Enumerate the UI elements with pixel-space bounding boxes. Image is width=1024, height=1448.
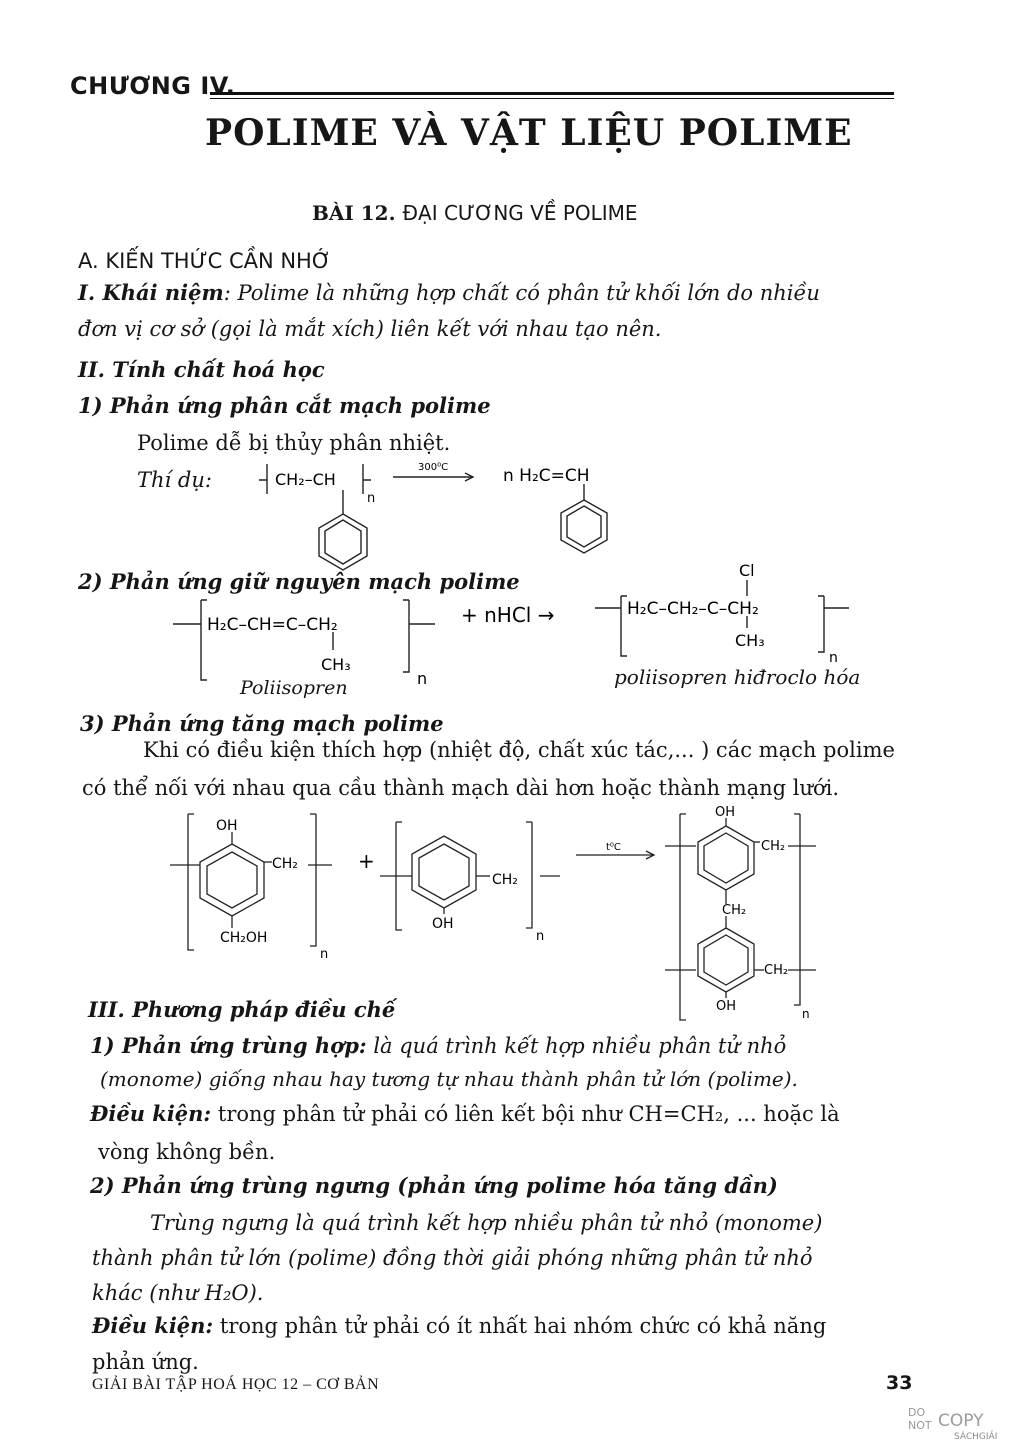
methods-heading: III. Phương pháp điều chế — [88, 997, 396, 1022]
method-2-cond-2: phản ứng. — [92, 1350, 199, 1374]
r2-reactant-name: Poliisopren — [240, 677, 348, 699]
footer-book-title: GIẢI BÀI TẬP HOÁ HỌC 12 – CƠ BẢN — [92, 1376, 380, 1393]
do-not-copy-watermark — [906, 1402, 1014, 1442]
r2-reactant-n: n — [417, 669, 428, 688]
concept-line-1 — [78, 275, 820, 311]
r1-subscript-n: n — [367, 491, 376, 506]
method-2-cond-1 — [92, 1308, 826, 1344]
r2-reactant-ch3: CH₃ — [321, 655, 351, 674]
reaction-2-heading: 2) Phản ứng giữ nguyên mạch polime — [78, 569, 520, 594]
wm-brand: SÁCHGIẢI — [954, 1432, 998, 1442]
concept-text: : Polime là những hợp chất có phân tử khối lớn do nhiều — [223, 281, 820, 305]
section-a-heading: A. KIẾN THỨC CẦN NHỚ — [78, 249, 332, 273]
plus-sign: + — [358, 849, 375, 873]
method-1-cond-2: vòng không bền. — [98, 1140, 276, 1164]
header-rule — [210, 92, 894, 95]
method-2-text-1: Trùng ngưng là quá trình kết hợp nhiều phân tử nhỏ (monome) — [150, 1211, 823, 1235]
reaction-3-text-1: Khi có điều kiện thích hợp (nhiệt độ, chất xúc tác,... ) các mạch polime — [143, 738, 895, 762]
method-2-cond-text: trong phân tử phải có ít nhất hai nhóm chức có khả năng — [219, 1314, 827, 1338]
r1-reactant: CH₂–CH — [275, 470, 336, 489]
chapter-label: CHƯƠNG IV. — [70, 72, 236, 100]
method-1-cond-text: trong phân tử phải có liên kết bội như CH=CH₂, ... hoặc là — [217, 1102, 840, 1126]
r2-product-n: n — [829, 650, 838, 666]
method-1-cond-1 — [90, 1096, 840, 1132]
m1-n: n — [320, 947, 329, 962]
r2-product-chain: H₂C–CH₂–C–CH₂ — [627, 599, 759, 619]
p-ch2-top: CH₂ — [761, 839, 786, 854]
page-number: 33 — [886, 1372, 913, 1394]
method-2-text-3: khác (như H₂O). — [92, 1281, 264, 1305]
p-ch2-bridge: CH₂ — [722, 903, 747, 918]
method-1-cond-label: Điều kiện: — [90, 1101, 212, 1126]
header-rule-thin — [210, 98, 894, 99]
reaction-1-heading: 1) Phản ứng phân cắt mạch polime — [78, 393, 491, 418]
method-1-label: 1) Phản ứng trùng hợp: — [90, 1033, 367, 1058]
m1-oh: OH — [216, 818, 238, 834]
r2-product-ch3: CH₃ — [735, 631, 765, 650]
r2-reactant-chain: H₂C–CH=C–CH₂ — [207, 615, 338, 635]
method-1-text: là quá trình kết hợp nhiều phân tử nhỏ — [373, 1034, 787, 1058]
method-2-text-2: thành phân tử lớn (polime) đồng thời giải phóng những phân tử nhỏ — [92, 1246, 813, 1270]
reaction-1-text: Polime dễ bị thủy phân nhiệt. — [137, 431, 451, 455]
method-1-line-1 — [90, 1028, 910, 1064]
method-1-line-2: (monome) giống nhau hay tương tự nhau thành phân tử lớn (polime). — [100, 1067, 798, 1091]
m2-n: n — [536, 929, 545, 944]
m1-ch2oh: CH₂OH — [220, 930, 268, 946]
reaction-3-heading: 3) Phản ứng tăng mạch polime — [80, 711, 444, 736]
m1-ch2: CH₂ — [272, 856, 298, 872]
example-label: Thí dụ: — [137, 468, 212, 492]
p-oh-top: OH — [715, 805, 736, 820]
method-2-cond-label: Điều kiện: — [92, 1313, 214, 1338]
page-title: POLIME VÀ VẬT LIỆU POLIME — [205, 112, 853, 154]
r2-reagent: + nHCl → — [461, 603, 555, 627]
m2-ch2: CH₂ — [492, 872, 518, 888]
r2-product-name: poliisopren hiđroclo hóa — [614, 665, 861, 689]
r3-condition: t⁰C — [606, 842, 621, 853]
properties-heading: II. Tính chất hoá học — [78, 357, 325, 382]
lesson-heading — [312, 201, 638, 225]
wm-copy: COPY — [938, 1411, 984, 1431]
p-n: n — [802, 1007, 810, 1021]
reaction-3-text-2: có thể nối với nhau qua cầu thành mạch dài hơn hoặc thành mạng lưới. — [82, 776, 840, 800]
concept-line-2: đơn vị cơ sở (gọi là mắt xích) liên kết với nhau tạo nên. — [78, 317, 662, 341]
m2-oh: OH — [432, 916, 454, 932]
lesson-label: BÀI 12. — [312, 201, 396, 225]
r1-condition: 300⁰C — [418, 462, 449, 473]
lesson-title: ĐẠI CƯƠNG VỀ POLIME — [402, 201, 638, 225]
method-2-heading: 2) Phản ứng trùng ngưng (phản ứng polime hóa tăng dần) — [90, 1173, 778, 1198]
r2-product-cl: Cl — [739, 561, 755, 580]
p-oh-bottom: OH — [716, 999, 737, 1014]
r1-product: n H₂C=CH — [503, 466, 590, 486]
wm-not: NOT — [908, 1419, 932, 1432]
p-ch2-bottom: CH₂ — [764, 963, 789, 978]
wm-do: DO — [908, 1406, 926, 1419]
concept-label: I. Khái niệm — [78, 280, 224, 305]
